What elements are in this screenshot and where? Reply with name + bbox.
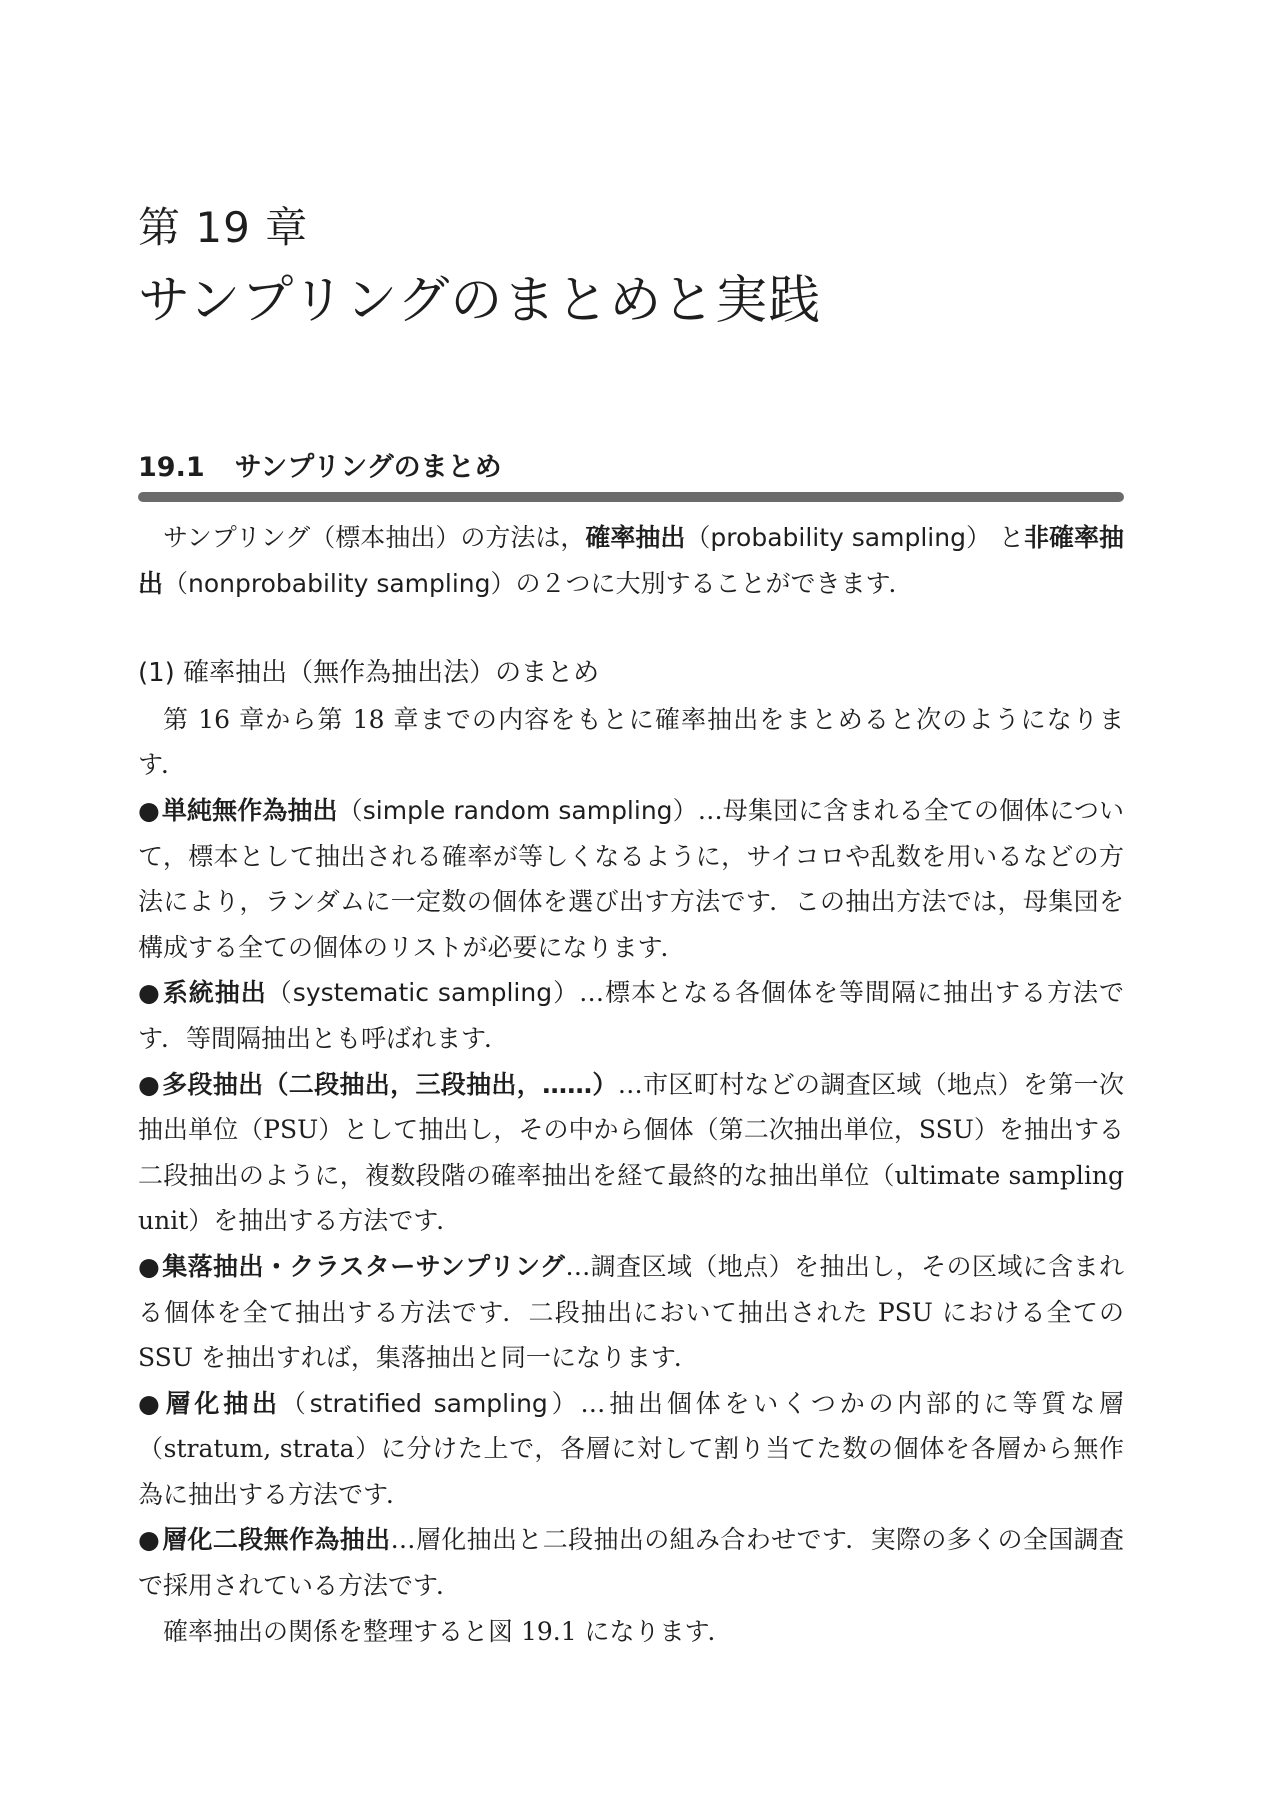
section-heading — [138, 448, 502, 488]
english-probability-sampling: （probability sampling） — [685, 523, 991, 552]
list-item — [138, 1062, 1124, 1244]
list-item — [138, 788, 1124, 970]
chapter-title: サンプリングのまとめと実践 — [138, 271, 822, 331]
subsection-lead: 第 16 章から第 18 章までの内容をもとに確率抽出をまとめると次のようになります． — [138, 704, 1124, 780]
item-term: 層化二段無作為抽出 — [162, 1525, 391, 1555]
bullet-icon: ● — [138, 1388, 164, 1418]
item-description: …母集団に含まれる全ての個体について，標本として抽出される確率が等しくなるように，サイコロや乱数を用いるなどの方法により，ランダムに一定数の個体を選び出す方法です．この抽出方法では，母集団を構成する全ての個体のリストが必要になります． — [138, 795, 1124, 962]
item-term: 集落抽出・クラスターサンプリング — [162, 1251, 566, 1281]
term-nonprobability-sampling: 非確率抽出 — [138, 523, 1124, 598]
spacer — [138, 606, 1124, 651]
bullet-icon: ● — [138, 1069, 161, 1099]
item-english: （stratified sampling） — [280, 1388, 581, 1418]
list-item — [138, 1517, 1124, 1608]
subsection-heading: (1) 確率抽出（無作為抽出法）のまとめ — [138, 658, 600, 689]
section-number: 19.1 — [138, 452, 205, 483]
item-english: （systematic sampling） — [266, 978, 580, 1008]
item-term: 単純無作為抽出 — [161, 795, 338, 825]
bullet-icon: ● — [138, 978, 161, 1008]
list-item — [138, 970, 1124, 1061]
bullet-icon: ● — [138, 795, 160, 825]
item-term: 層化抽出 — [165, 1388, 281, 1418]
list-item — [138, 1244, 1124, 1381]
item-term: 多段抽出（二段抽出，三段抽出，……） — [162, 1069, 618, 1099]
intro-text-3: の２つに大別することができます． — [515, 568, 914, 598]
body-text — [138, 515, 1124, 1654]
section-rule — [138, 492, 1124, 502]
item-description: …標本となる各個体を等間隔に抽出する方法です．等間隔抽出とも呼ばれます． — [138, 978, 1124, 1053]
item-term: 系統抽出 — [162, 978, 267, 1008]
term-probability-sampling: 確率抽出 — [585, 523, 686, 552]
item-description: …抽出個体をいくつかの内部的に等質な層（stratum, strata）に分けた上で，各層に対して割り当てた数の個体を各層から無作為に抽出する方法です． — [138, 1388, 1124, 1509]
intro-text-1: サンプリング（標本抽出）の方法は， — [163, 523, 586, 552]
chapter-number: 第 19 章 — [138, 203, 309, 252]
item-english: （simple random sampling） — [337, 795, 698, 825]
item-description: …層化抽出と二段抽出の組み合わせです．実際の多くの全国調査で採用されている方法です． — [138, 1525, 1124, 1601]
bullet-icon: ● — [138, 1525, 161, 1555]
closing-paragraph: 確率抽出の関係を整理すると図 19.1 になります． — [163, 1616, 733, 1646]
english-nonprobability-sampling: （nonprobability sampling） — [163, 568, 516, 598]
item-description: …市区町村などの調査区域（地点）を第一次抽出単位（PSU）として抽出し，その中から個体（第二次抽出単位，SSU）を抽出する二段抽出のように，複数段階の確率抽出を経て最終的な抽出単位（ultimate sampling unit）を抽出する方法です． — [138, 1069, 1124, 1236]
item-description: …調査区域（地点）を抽出し，その区域に含まれる個体を全て抽出する方法です．二段抽出において抽出された PSU における全ての SSU を抽出すれば，集落抽出と同一になります． — [138, 1251, 1124, 1373]
section-title: サンプリングのまとめ — [234, 452, 502, 483]
bullet-icon: ● — [138, 1251, 161, 1281]
intro-paragraph — [138, 515, 1124, 606]
intro-text-2: と — [998, 523, 1024, 552]
list-item — [138, 1381, 1124, 1518]
